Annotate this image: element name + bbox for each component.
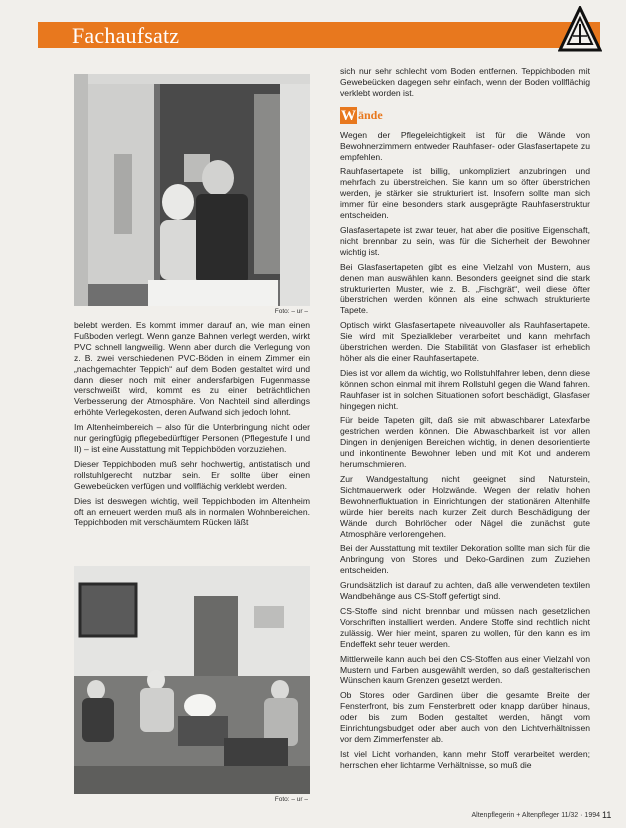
section-heading-rest: ände bbox=[358, 107, 383, 122]
photo-common-room bbox=[74, 566, 310, 794]
section-initial: W bbox=[341, 107, 356, 124]
paragraph: Bei Glasfasertapeten gibt es eine Vielzahl von Mustern, aus denen man auswählen kann. Besonders geeignet sind die stark strukturierten Muster, wie z. B. „Fischgrät“, weil diese öfter überstrichen werden können als eine schwach strukturierte Tapete. bbox=[340, 261, 590, 316]
paragraph: Dies ist vor allem da wichtig, wo Rollstuhlfahrer leben, denn diese können schon einmal mit ihrem Rollstuhl gegen die Wand fahren. Rauhfaser ist in solchen Situationen sofort beschädigt, Glasfaser hingegen nicht. bbox=[340, 367, 590, 411]
paragraph: Rauhfasertapete ist billig, unkompliziert anzubringen und mehrfach zu überstreichen. Sie kann um so öfter überstrichen werden, je stärker sie strukturiert ist. Insofern sollte man sich immer für eine besonders stark ausgeprägte Rauhfaserstruktur entscheiden. bbox=[340, 166, 590, 221]
paragraph: sich nur sehr schlecht vom Boden entfernen. Teppichboden mit Gewebeücken dagegen sehr einfach, wenn der Boden vollflächig verklebt worden ist. bbox=[340, 66, 590, 98]
paragraph: Mittlerweile kann auch bei den CS-Stoffen aus einer Vielzahl von Mustern und Farben ausgewählt werden, so daß gestalterischen Wünschen kaum Grenzen gesetzt werden. bbox=[340, 653, 590, 686]
triangle-logo-icon bbox=[558, 6, 602, 56]
section-heading-waende bbox=[340, 107, 590, 124]
section-title: Fachaufsatz bbox=[72, 23, 180, 48]
page-header bbox=[0, 0, 626, 57]
photo-caption: Foto: – ur – bbox=[274, 308, 308, 315]
paragraph: belebt werden. Es kommt immer darauf an, wie man einen Fußboden verlegt. Wenn ganze Bahnen verlegt werden, wirkt PVC schnell langweilig. Wenn aber durch die Verlegung von z. B. zwei verschiedenen PVC-Böden in einem Zimmer ein „nachgemachter Teppich“ auf dem Boden gestaltet wird und dann dieser noch mit einer andersfarbigen Fugenmasse verschweißt wird, kommt es zu einer beträchtlichen Verbesserung der Atmosphäre. Von Nachteil sind allerdings erhöhte Verlegekosten, deren Aufwand sich jedoch lohnt. bbox=[74, 320, 310, 418]
right-text-column bbox=[340, 66, 590, 775]
paragraph: Grundsätzlich ist darauf zu achten, daß alle verwendeten textilen Wandbehänge aus CS-Stoff gefertigt sind. bbox=[340, 580, 590, 602]
paragraph: Wegen der Pflegeleichtigkeit ist für die Wände von Bewohnerzimmern entweder Rauhfaser- oder Glasfasertapete zu empfehlen. bbox=[340, 129, 590, 162]
journal-footer: Altenpflegerin + Altenpfleger 11/32 · 1994 bbox=[471, 812, 600, 819]
paragraph: Zur Wandgestaltung nicht geeignet sind Naturstein, Sichtmauerwerk oder Holzwände. Wegen der relativ hohen Bewohnerfluktuation in Einrichtungen der stationären Altenhilfe würde hier bereits nach kurzer Zeit durch Beschädigung der Wände durch Bohrlöcher oder Nägel die zunächst gute Atmosphäre verlorengehen. bbox=[340, 474, 590, 539]
photo-caption: Foto: – ur – bbox=[274, 796, 308, 803]
page-number: 11 bbox=[602, 810, 612, 820]
paragraph: Glasfasertapete ist zwar teuer, hat aber die positive Eigenschaft, nicht brennbar zu sein, was für die Sicherheit der Bewohner wichtig ist. bbox=[340, 224, 590, 257]
paragraph: Im Altenheimbereich – also für die Unterbringung nicht oder nur geringfügig pflegebedürftiger Personen (Pflegestufe I und II) – ist eine Ausstattung mit Teppichböden vorzuziehen. bbox=[74, 422, 310, 454]
paragraph: Für beide Tapeten gilt, daß sie mit abwaschbarer Latexfarbe gestrichen werden können. Die Abwaschbarkeit ist vor allen Dingen in denjenigen Bereichen wichtig, in denen desorientierte und inkontinente Bewohner leben und mit Kot und anderem herumschmieren. bbox=[340, 415, 590, 470]
paragraph: Optisch wirkt Glasfasertapete niveauvoller als Rauhfasertapete. Sie wird mit Spezialkleber verarbeitet und kann mehrfach überstrichen werden. Die Stabilität von Glasfaser ist erheblich höher als die einer Rauhfasertapete. bbox=[340, 320, 590, 363]
left-text-column bbox=[74, 320, 310, 532]
paragraph: Dies ist deswegen wichtig, weil Teppichboden im Altenheim oft an erneuert werden muß als in normalen Wohnbereichen. Teppichboden mit verschäumtem Rücken läßt bbox=[74, 495, 310, 528]
paragraph: Bei der Ausstattung mit textiler Dekoration sollte man sich für die Anbringung von Stores und Deko-Gardinen zum Zuziehen entscheiden. bbox=[340, 543, 590, 576]
paragraph: CS-Stoffe sind nicht brennbar und müssen nach gesetzlichen Vorschriften installiert werden. Andere Stoffe sind rechtlich nicht zulässig. Wer hier meint, sparen zu wollen, für den kann es im Endeffekt sehr teuer werden. bbox=[340, 605, 590, 649]
paragraph: Ob Stores oder Gardinen über die gesamte Breite der Fensterfront, bis zum Fensterbrett oder knapp darüber hinaus, oder bis zum Boden gestaltet werden, hängt vom Einrichtungsbudget oder aber auch von den Lichtverhältnissen vor dem Zimmerfenster ab. bbox=[340, 690, 590, 744]
paragraph: Ist viel Licht vorhanden, kann mehr Stoff verarbeitet werden; herrschen eher lichtarme Verhältnisse, so muß die bbox=[340, 748, 590, 770]
photo-couple-window bbox=[74, 74, 310, 306]
paragraph: Dieser Teppichboden muß sehr hochwertig, antistatisch und rollstuhlgerecht nutzbar sein. Er sollte über einen Gewebeücken verfügen und vollflächig verklebt werden. bbox=[74, 458, 310, 491]
